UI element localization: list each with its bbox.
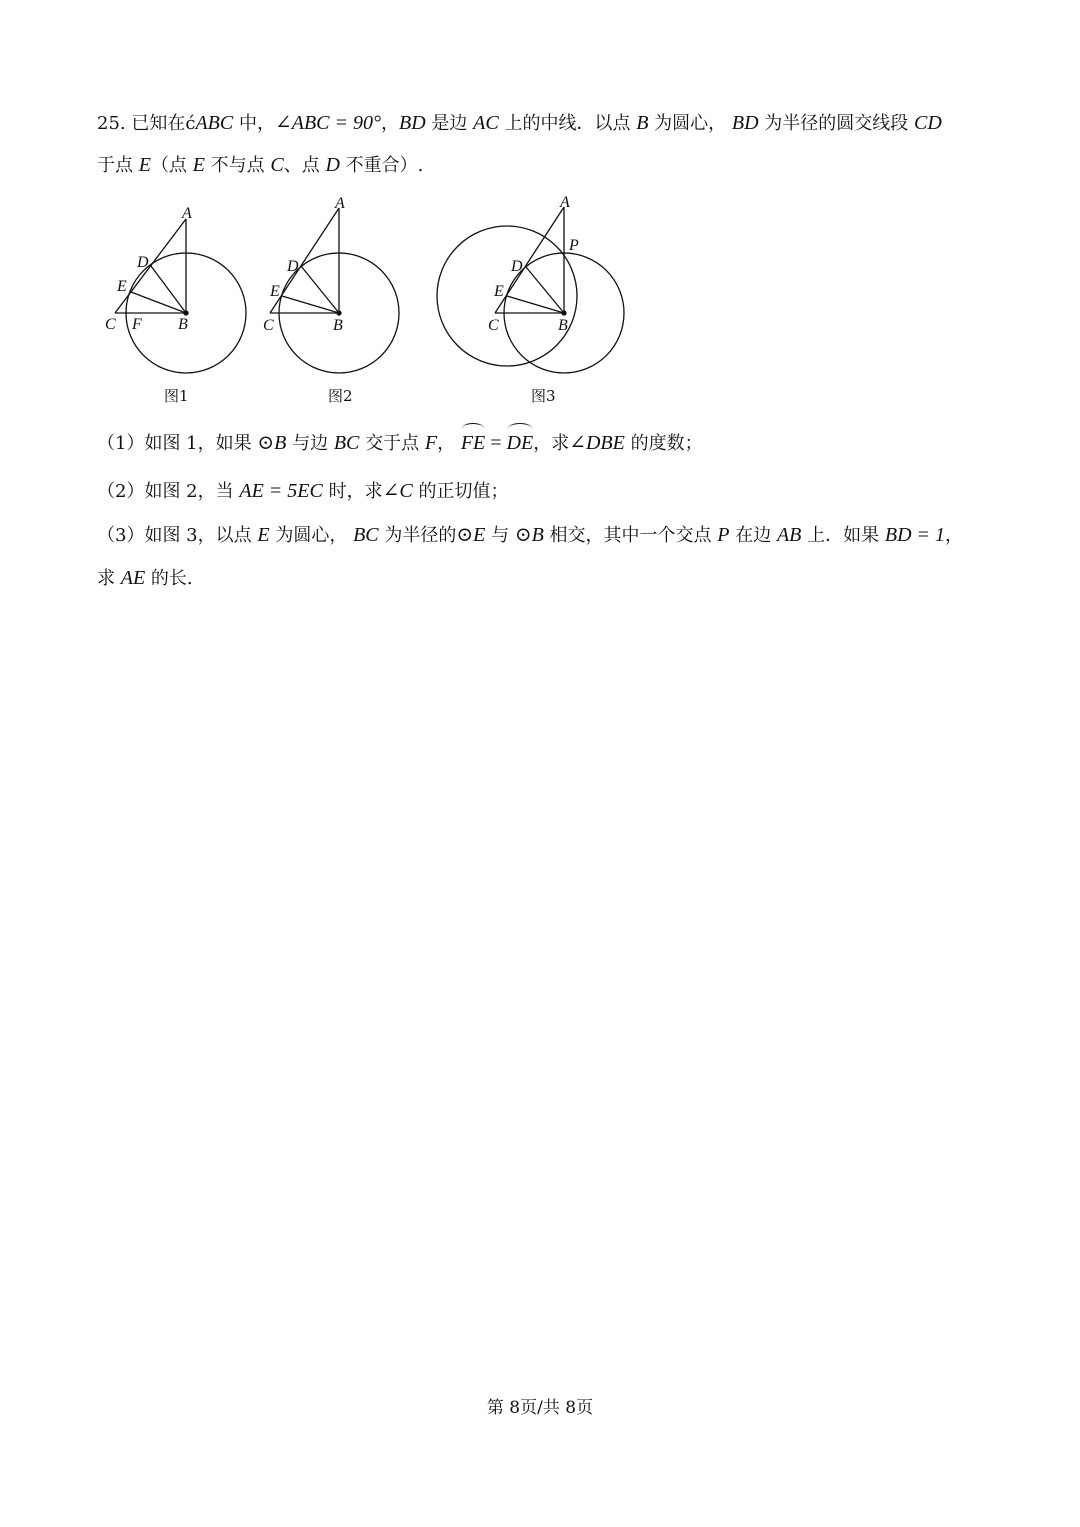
point-b-dot xyxy=(337,311,341,315)
fig2-label-d: D xyxy=(287,258,299,275)
fig3-label-c: C xyxy=(488,317,499,334)
right-angle-expression: ∠ABC = 90° xyxy=(274,112,382,134)
fig1-caption: 图1 xyxy=(164,387,189,405)
fig2-label-c: C xyxy=(263,317,274,334)
segment-ca xyxy=(270,208,339,313)
point-b-dot xyxy=(184,311,188,315)
fig1-label-b: B xyxy=(178,316,188,333)
question-2: （2）如图 2，当 AE = 5EC 时，求∠C 的正切值； xyxy=(97,480,509,502)
geometry-figures xyxy=(0,0,1080,420)
arc-fe: FE xyxy=(460,432,486,454)
question-3-line-1: （3）如图 3，以点 E 为圆心， BC 为半径的⊙E 与 ⊙B 相交，其中一个交点 P 在边 AB 上．如果 BD = 1， xyxy=(97,524,964,546)
fig3-label-p: P xyxy=(569,237,579,254)
fig2-label-a: A xyxy=(335,195,345,212)
figure-2 xyxy=(270,208,399,373)
fig3-label-d: D xyxy=(511,258,523,275)
fig2-caption: 图2 xyxy=(328,387,353,405)
figure-3 xyxy=(437,207,624,373)
fig1-label-c: C xyxy=(105,316,116,333)
segment-eb xyxy=(507,296,564,313)
question-3-line-2: 求 AE 的长. xyxy=(97,567,193,589)
triangle-symbol: ć xyxy=(185,113,196,134)
fig3-label-b: B xyxy=(558,317,568,334)
segment-db xyxy=(301,266,339,313)
segment-eb xyxy=(282,296,339,313)
fig1-label-e: E xyxy=(117,278,127,295)
fig3-label-a: A xyxy=(560,194,570,211)
segment-ca xyxy=(495,207,564,313)
point-b-dot xyxy=(562,311,566,315)
fig3-caption: 图3 xyxy=(531,387,556,405)
problem-line-1: 25. 已知在ćABC 中，∠ABC = 90°，BD 是边 AC 上的中线．以点 B 为圆心， BD 为半径的圆交线段 CD xyxy=(97,112,942,134)
problem-number: 25. xyxy=(97,113,126,134)
problem-line-2: 于点 E（点 E 不与点 C、点 D 不重合）. xyxy=(97,154,424,176)
question-1: （1）如图 1，如果 ⊙B 与边 BC 交于点 F， FE = DE，求∠DBE 的度数； xyxy=(97,432,703,454)
fig2-label-b: B xyxy=(333,317,343,334)
arc-de: DE xyxy=(506,432,534,454)
fig3-label-e: E xyxy=(494,283,504,300)
fig1-label-a: A xyxy=(182,205,192,222)
fig2-label-e: E xyxy=(270,283,280,300)
page-footer: 第 8页/共 8页 xyxy=(486,1398,594,1418)
segment-db xyxy=(526,267,564,313)
fig1-label-d: D xyxy=(137,254,149,271)
fig1-label-f: F xyxy=(132,316,142,333)
figure-1 xyxy=(115,219,246,373)
